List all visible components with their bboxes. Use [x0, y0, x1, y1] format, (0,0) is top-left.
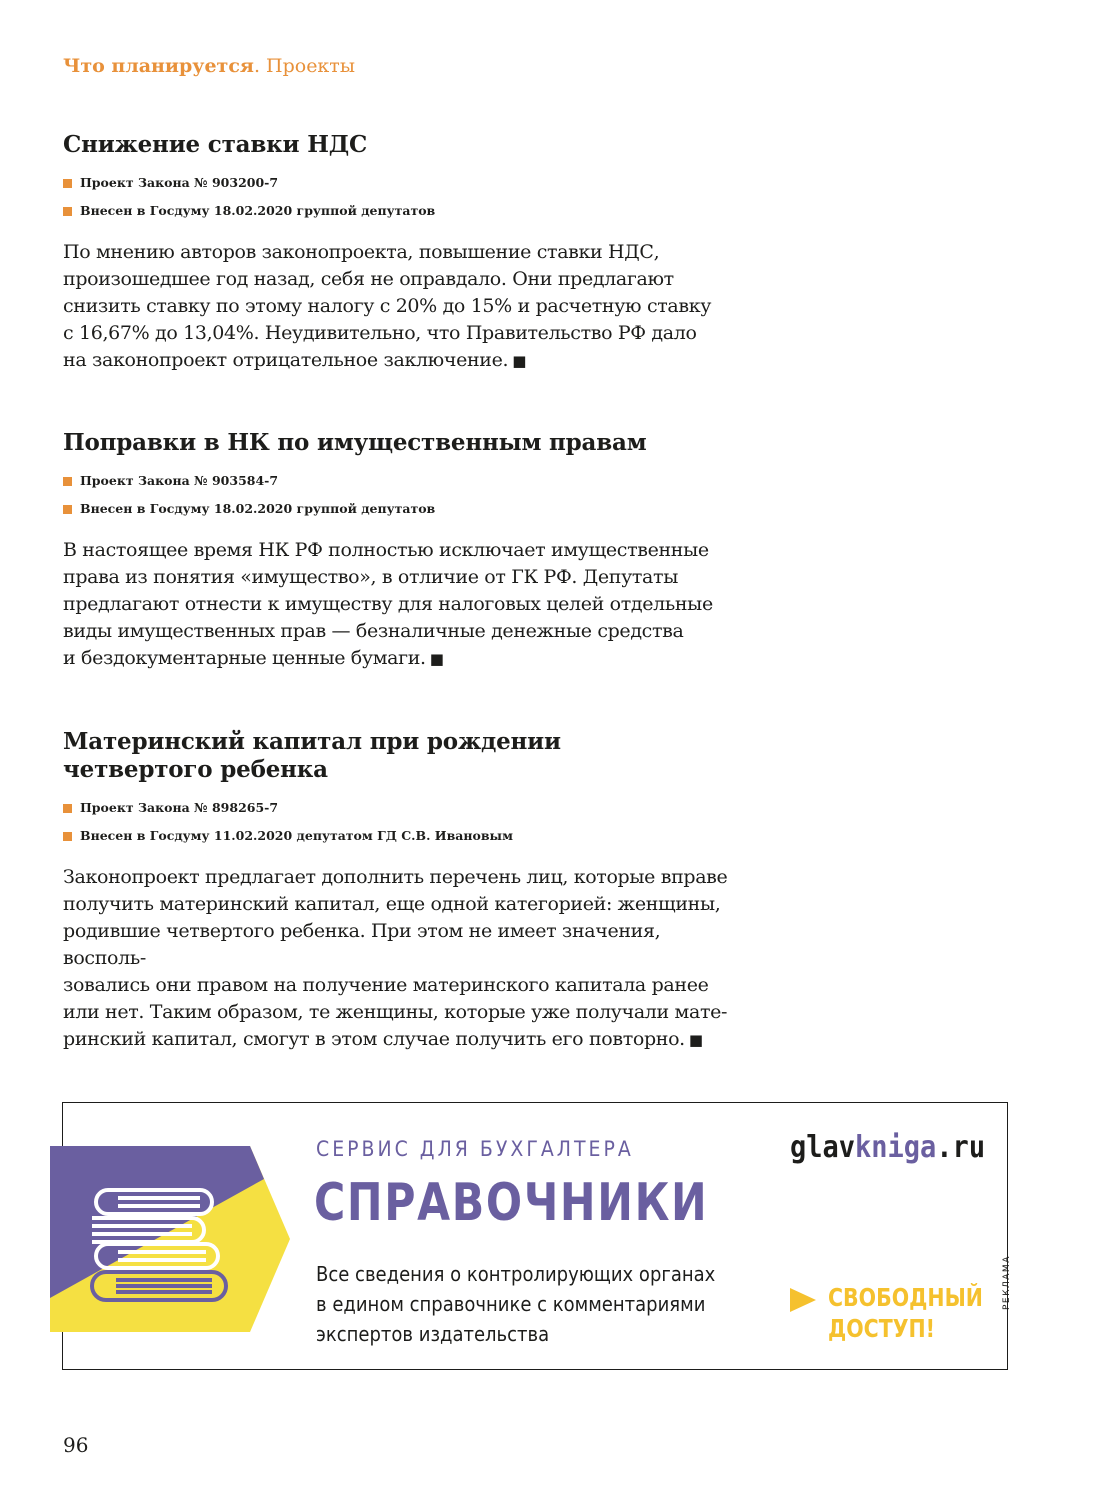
- bullet-square-icon: [63, 207, 72, 216]
- page-number: 96: [63, 1433, 89, 1457]
- bullet-square-icon: [63, 832, 72, 841]
- ad-site-link[interactable]: [790, 1130, 985, 1165]
- section-label-bold: Что планируется: [63, 55, 254, 77]
- body-line: Законопроект предлагает дополнить перечень лиц, которые вправе: [63, 866, 728, 888]
- ad-title: СПРАВОЧНИКИ: [314, 1173, 709, 1233]
- body-line: ринский капитал, смогут в этом случае получить его повторно.: [63, 1028, 685, 1050]
- body-line: виды имущественных прав — безналичные денежные средства: [63, 620, 684, 642]
- section-label-rest: . Проекты: [253, 55, 355, 77]
- ad-label: РЕКЛАМА: [1002, 1255, 1012, 1310]
- meta-item: [63, 495, 743, 523]
- body-line: получить материнский капитал, еще одной категорией: женщины,: [63, 893, 721, 915]
- bullet-square-icon: [63, 179, 72, 188]
- bullet-square-icon: [63, 804, 72, 813]
- article-body: [63, 537, 743, 673]
- ad-free-access[interactable]: [790, 1282, 1017, 1344]
- body-line: По мнению авторов законопроекта, повышение ставки НДС,: [63, 241, 660, 263]
- article-title: Снижение ставки НДС: [63, 131, 368, 158]
- article-meta: [63, 169, 743, 225]
- article-meta: [63, 794, 743, 850]
- body-line: предлагают отнести к имуществу для налоговых целей отдельные: [63, 593, 713, 615]
- article-title: Поправки в НК по имущественным правам: [63, 429, 647, 456]
- meta-text: Проект Закона № 903200-7: [80, 175, 279, 190]
- article-property-rights: [63, 429, 743, 673]
- meta-item: [63, 794, 743, 822]
- meta-item: [63, 467, 743, 495]
- body-line: с 16,67% до 13,04%. Неудивительно, что Правительство РФ дало: [63, 322, 697, 344]
- end-mark-icon: ■: [512, 352, 527, 370]
- body-line: зовались они правом на получение материнского капитала ранее: [63, 974, 709, 996]
- body-line: В настоящее время НК РФ полностью исключает имущественные: [63, 539, 709, 561]
- body-line: произошедшее год назад, себя не оправдало. Они предлагают: [63, 268, 674, 290]
- body-line: права из понятия «имущество», в отличие от ГК РФ. Депутаты: [63, 566, 678, 588]
- article-maternity-capital: [63, 728, 743, 1054]
- free-line: ДОСТУП!: [828, 1314, 936, 1343]
- meta-text: Внесен в Госдуму 18.02.2020 группой депутатов: [80, 501, 436, 516]
- title-line: Материнский капитал при рождении: [63, 728, 561, 755]
- books-hexagon-icon: [50, 1146, 290, 1332]
- article-body: [63, 239, 743, 375]
- body-line: родившие четвертого ребенка. При этом не имеет значения, восполь-: [63, 920, 661, 969]
- article-body: [63, 864, 743, 1054]
- article-vat: [63, 131, 743, 375]
- meta-text: Проект Закона № 903584-7: [80, 473, 279, 488]
- end-mark-icon: ■: [429, 650, 444, 668]
- ad-service-label: СЕРВИС ДЛЯ БУХГАЛТЕРА: [316, 1137, 634, 1161]
- site-part: glav: [790, 1130, 856, 1165]
- article-meta: [63, 467, 743, 523]
- article-title: [63, 728, 743, 784]
- ad-desc-line: экспертов издательства: [316, 1322, 550, 1346]
- body-line: или нет. Таким образом, те женщины, которые уже получали мате-: [63, 1001, 728, 1023]
- ad-desc-line: в едином справочнике с комментариями: [316, 1292, 706, 1316]
- meta-item: [63, 169, 743, 197]
- bullet-square-icon: [63, 505, 72, 514]
- ad-free-text: [828, 1282, 983, 1344]
- meta-text: Внесен в Госдуму 18.02.2020 группой депутатов: [80, 203, 436, 218]
- body-line: снизить ставку по этому налогу с 20% до 15% и расчетную ставку: [63, 295, 712, 317]
- meta-text: Внесен в Госдуму 11.02.2020 депутатом ГД С.В. Ивановым: [80, 828, 513, 843]
- meta-item: [63, 197, 743, 225]
- body-line: на законопроект отрицательное заключение.: [63, 349, 509, 371]
- section-label: [63, 55, 355, 77]
- ad-desc-line: Все сведения о контролирующих органах: [316, 1262, 716, 1286]
- bullet-square-icon: [63, 477, 72, 486]
- free-line: СВОБОДНЫЙ: [828, 1283, 983, 1312]
- play-arrow-icon: [790, 1288, 816, 1312]
- body-line: и бездокументарные ценные бумаги.: [63, 647, 426, 669]
- end-mark-icon: ■: [688, 1031, 703, 1049]
- ad-description: [316, 1259, 715, 1349]
- title-line: четвертого ребенка: [63, 756, 328, 783]
- site-part: .ru: [936, 1130, 986, 1165]
- site-part-accent: kniga: [855, 1130, 937, 1165]
- meta-item: [63, 822, 743, 850]
- meta-text: Проект Закона № 898265-7: [80, 800, 279, 815]
